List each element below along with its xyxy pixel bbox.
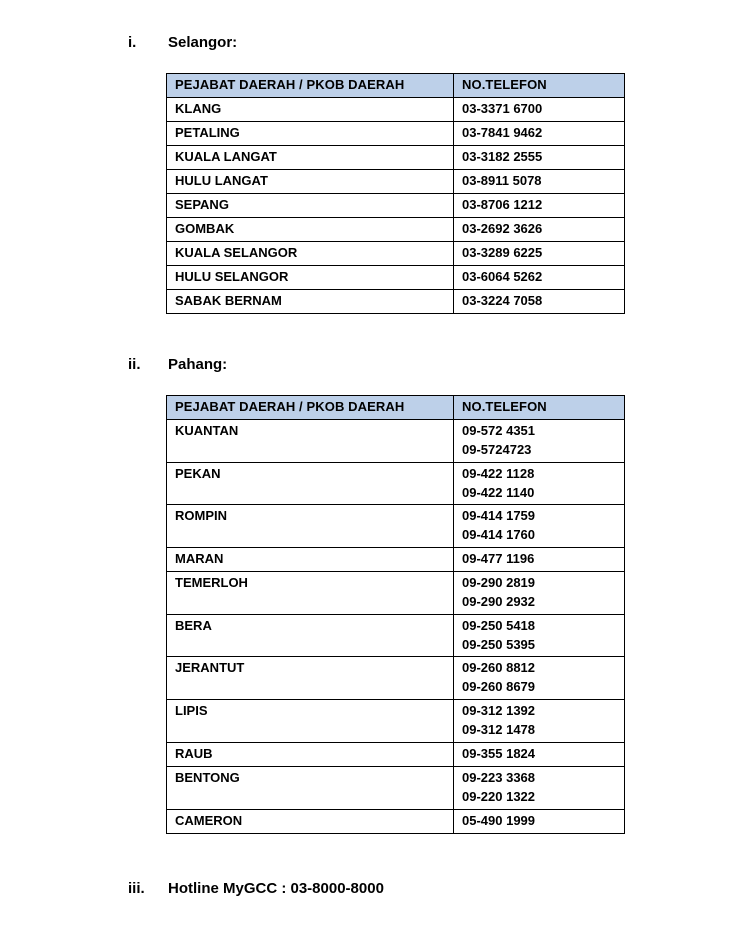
cell-office-name: PEKAN [167,462,454,505]
cell-telephone [454,98,625,122]
cell-telephone [454,266,625,290]
table-row [167,194,625,218]
cell-telephone [454,170,625,194]
table-row [167,614,625,657]
cell-office-name: BERA [167,614,454,657]
table-wrap-selangor [166,73,690,314]
tel-line: 09-355 1824 [462,745,536,761]
cell-office-name: ROMPIN [167,505,454,548]
cell-telephone [454,742,625,766]
cell-telephone [454,614,625,657]
table-row [167,146,625,170]
section-spacer [60,314,690,356]
tel-line: 09-290 2932 [462,593,536,609]
cell-telephone [454,548,625,572]
tel-line: 09-290 2819 [462,575,536,591]
cell-office-name: MARAN [167,548,454,572]
tel-line: 03-7841 9462 [462,125,543,140]
table-row [167,218,625,242]
cell-office-name: LIPIS [167,700,454,743]
cell-telephone [454,122,625,146]
tel-line: 03-3224 7058 [462,293,543,308]
section-title: Selangor: [168,34,238,51]
tel-line: 03-3371 6700 [462,101,543,116]
table-row [167,266,625,290]
cell-telephone [454,809,625,833]
tel-line: 09-477 1196 [462,551,535,567]
tel-line: 03-3289 6225 [462,245,543,260]
section-numeral: iii. [128,879,145,897]
table-row [167,462,625,505]
table-header-row [167,74,625,98]
cell-office-name: KLANG [167,98,454,122]
cell-telephone [454,218,625,242]
tel-line: 09-223 3368 [462,769,536,785]
cell-telephone [454,242,625,266]
table-row [167,548,625,572]
cell-office-name: SABAK BERNAM [167,290,454,314]
cell-office-name: CAMERON [167,809,454,833]
cell-office-name: HULU SELANGOR [167,266,454,290]
phone-table-pahang [166,395,625,834]
hotline-note [128,880,690,897]
cell-telephone [454,657,625,700]
tel-line: 03-8706 1212 [462,197,543,212]
table-row [167,98,625,122]
tel-line: 03-8911 5078 [462,173,542,188]
table-row [167,505,625,548]
section-heading-selangor [128,34,690,51]
tel-line: 03-6064 5262 [462,269,543,284]
tel-line: 05-490 1999 [462,812,536,828]
hotline-text: Hotline MyGCC : 03-8000-8000 [168,879,384,897]
section-title: Pahang: [168,356,228,373]
cell-office-name: GOMBAK [167,218,454,242]
table-row [167,420,625,463]
cell-telephone [454,462,625,505]
tel-line: 09-312 1478 [462,721,536,737]
cell-telephone [454,505,625,548]
section-heading-pahang [128,356,690,373]
table-body-pahang [167,420,625,834]
cell-telephone [454,572,625,615]
table-header-row [167,396,625,420]
table-row [167,290,625,314]
cell-office-name: KUALA SELANGOR [167,242,454,266]
cell-office-name: RAUB [167,742,454,766]
table-body-selangor [167,98,625,314]
cell-telephone [454,290,625,314]
tel-line: 09-250 5418 [462,617,536,633]
table-wrap-pahang [166,395,690,834]
table-row [167,657,625,700]
cell-office-name: JERANTUT [167,657,454,700]
tel-line: 09-260 8812 [462,660,536,676]
tel-line: 09-312 1392 [462,703,536,719]
column-header-telephone: NO.TELEFON [454,396,625,420]
tel-line: 09-422 1128 [462,465,535,481]
cell-telephone [454,194,625,218]
tel-line: 09-220 1322 [462,788,536,804]
cell-office-name: BENTONG [167,766,454,809]
tel-line: 09-414 1759 [462,508,536,524]
tel-line: 09-260 8679 [462,679,536,695]
table-row [167,700,625,743]
table-row [167,122,625,146]
table-row [167,572,625,615]
section-numeral: i. [128,34,137,51]
cell-telephone [454,700,625,743]
cell-office-name: KUALA LANGAT [167,146,454,170]
section-numeral: ii. [128,356,141,373]
tel-line: 03-3182 2555 [462,149,543,164]
phone-table-selangor [166,73,625,314]
tel-line: 09-572 4351 [462,423,536,438]
table-row [167,809,625,833]
tel-line: 09-422 1140 [462,484,535,500]
column-header-office: PEJABAT DAERAH / PKOB DAERAH [167,396,454,420]
tel-line: 03-2692 3626 [462,221,543,236]
cell-office-name: SEPANG [167,194,454,218]
table-row [167,242,625,266]
table-row [167,766,625,809]
cell-telephone [454,420,625,463]
tel-line: 09-250 5395 [462,636,536,652]
column-header-telephone: NO.TELEFON [454,74,625,98]
cell-office-name: KUANTAN [167,420,454,463]
table-row [167,742,625,766]
cell-telephone [454,766,625,809]
section-pahang [60,356,690,834]
cell-office-name: HULU LANGAT [167,170,454,194]
column-header-office: PEJABAT DAERAH / PKOB DAERAH [167,74,454,98]
cell-office-name: TEMERLOH [167,572,454,615]
section-selangor [60,34,690,314]
cell-telephone [454,146,625,170]
tel-line: 09-414 1760 [462,527,536,543]
cell-office-name: PETALING [167,122,454,146]
tel-line: 09-5724723 [462,441,532,457]
table-row [167,170,625,194]
